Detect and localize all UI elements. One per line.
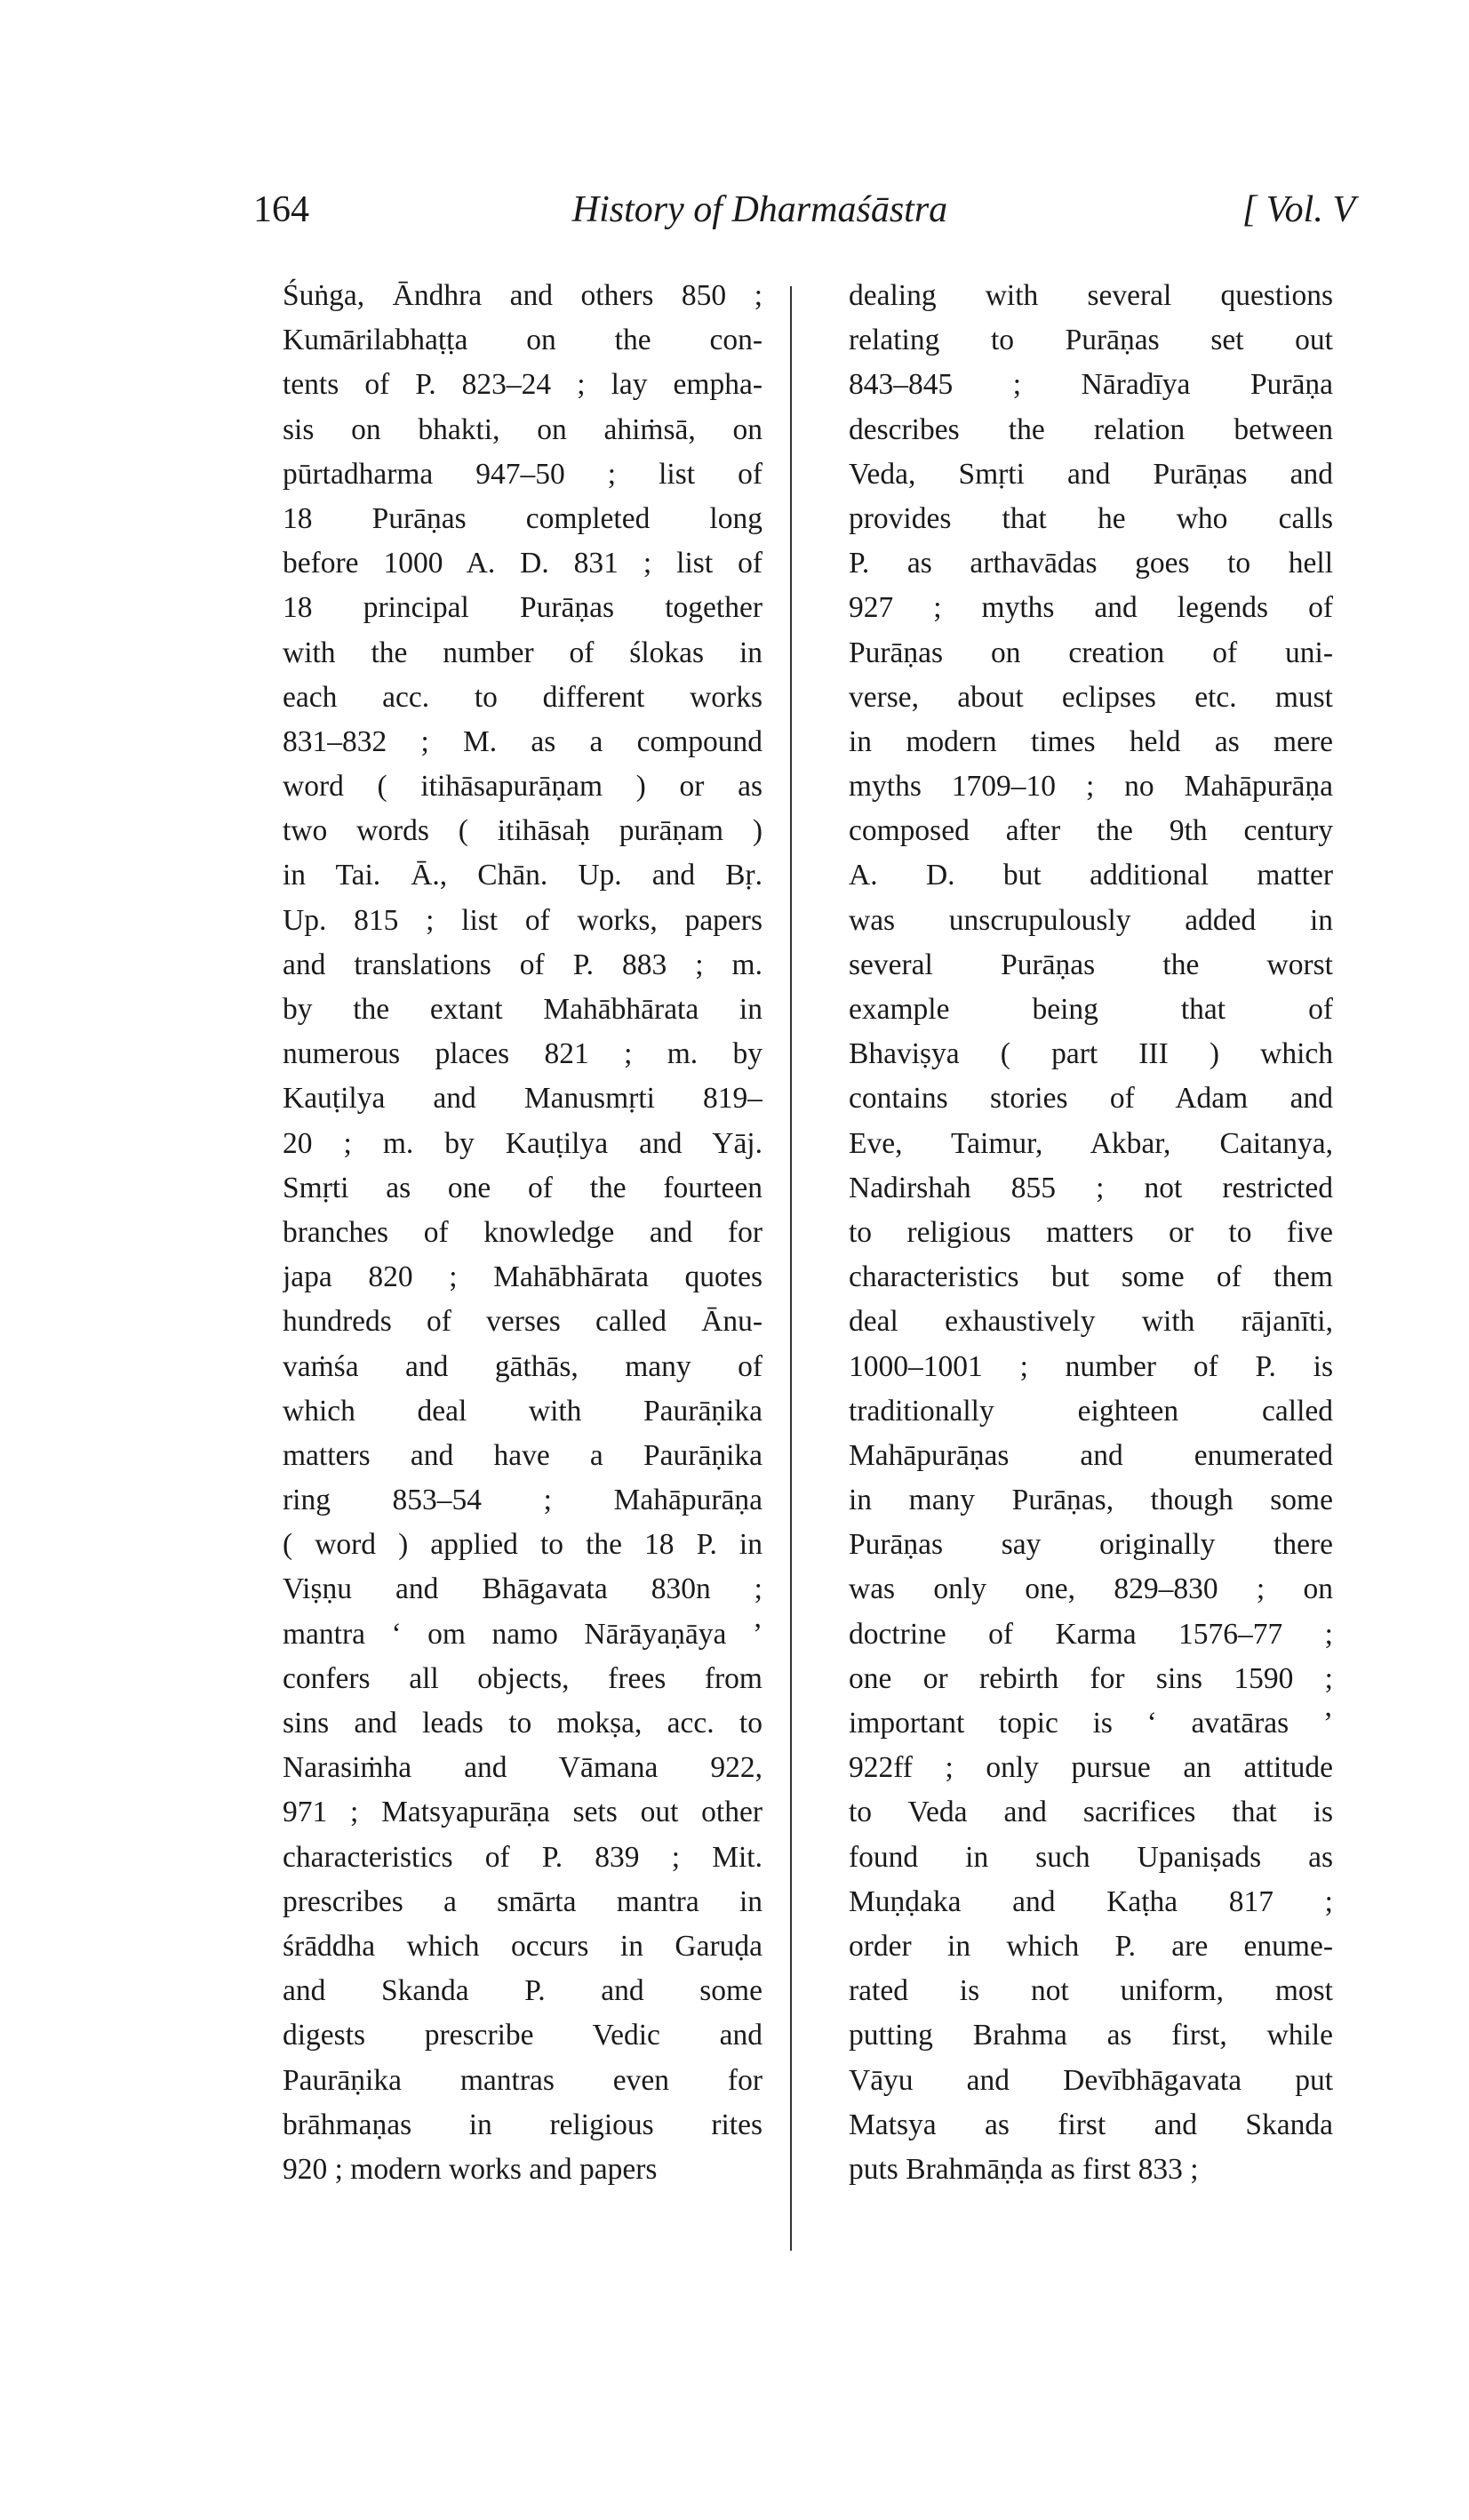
right-column-line: describes the relation between (849, 412, 1333, 446)
right-column-line: P. as arthavādas goes to hell (849, 547, 1333, 580)
left-column-line: which deal with Paurāṇika (283, 1394, 762, 1428)
right-column-line: to religious matters or to five (849, 1215, 1333, 1249)
left-column-line: by the extant Mahābhārata in (283, 993, 762, 1026)
left-column-line: word ( itihāsapurāṇam ) or as (283, 770, 762, 804)
left-column-line: vaṁśa and gāthās, many of (283, 1349, 762, 1383)
left-column-line: 831–832 ; M. as a compound (283, 724, 762, 758)
left-text-column (283, 274, 762, 2192)
right-column-line: composed after the 9th century (849, 814, 1333, 848)
right-text-column (849, 274, 1333, 2192)
right-column-line: to Veda and sacrifices that is (849, 1796, 1333, 1829)
right-column-line: several Purāṇas the worst (849, 948, 1333, 981)
left-column-line: 20 ; m. by Kauṭilya and Yāj. (283, 1126, 762, 1160)
right-column-line: puts Brahmāṇḍa as first 833 ; (849, 2152, 1199, 2186)
left-column-line: in Tai. Ā., Chān. Up. and Bṛ. (283, 859, 762, 892)
left-column-line: matters and have a Paurāṇika (283, 1438, 762, 1472)
left-column-line: pūrtadharma 947–50 ; list of (283, 457, 762, 491)
right-column-line: important topic is ‘ avatāras ’ (849, 1707, 1333, 1740)
right-column-line: one or rebirth for sins 1590 ; (849, 1661, 1333, 1695)
left-column-line: 920 ; modern works and papers (283, 2152, 658, 2186)
left-column-line: Up. 815 ; list of works, papers (283, 903, 762, 937)
left-column-line: before 1000 A. D. 831 ; list of (283, 547, 762, 580)
right-column-line: Purāṇas on creation of uni- (849, 636, 1333, 669)
right-column-line: dealing with several questions (849, 279, 1333, 312)
left-column-line: sins and leads to mokṣa, acc. to (283, 1707, 762, 1740)
right-column-line: myths 1709–10 ; no Mahāpurāṇa (849, 770, 1333, 804)
left-column-line: śrāddha which occurs in Garuḍa (283, 1929, 762, 1963)
left-column-line: confers all objects, frees from (283, 1661, 762, 1695)
right-column-line: verse, about eclipses etc. must (849, 680, 1333, 714)
left-column-line: characteristics of P. 839 ; Mit. (283, 1840, 762, 1874)
right-column-line: order in which P. are enume- (849, 1929, 1333, 1963)
right-column-line: Eve, Taimur, Akbar, Caitanya, (849, 1126, 1333, 1160)
left-column-line: Kumārilabhaṭṭa on the con- (283, 324, 762, 357)
right-column-line: contains stories of Adam and (849, 1082, 1333, 1116)
left-column-line: Paurāṇika mantras even for (283, 2063, 762, 2097)
left-column-line: Kauṭilya and Manusmṛti 819– (283, 1082, 762, 1116)
left-column-line: sis on bhakti, on ahiṁsā, on (283, 412, 762, 446)
left-column-line: Viṣṇu and Bhāgavata 830n ; (283, 1572, 762, 1606)
page-header (253, 188, 1355, 242)
right-column-line: Veda, Smṛti and Purāṇas and (849, 457, 1333, 491)
left-column-line: 971 ; Matsyapurāṇa sets out other (283, 1796, 762, 1829)
right-column-line: in many Purāṇas, though some (849, 1484, 1333, 1517)
left-column-line: Śuṅga, Āndhra and others 850 ; (283, 279, 762, 312)
right-column-line: was unscrupulously added in (849, 903, 1333, 937)
right-column-line: characteristics but some of them (849, 1260, 1333, 1294)
page-number: 164 (253, 189, 309, 230)
left-column-line: ( word ) applied to the 18 P. in (283, 1528, 762, 1562)
right-column-line: Purāṇas say originally there (849, 1528, 1333, 1562)
left-column-line: brāhmaṇas in religious rites (283, 2108, 762, 2141)
right-column-line: Matsya as first and Skanda (849, 2108, 1333, 2141)
right-column-line: 843–845 ; Nāradīya Purāṇa (849, 368, 1333, 402)
left-column-line: 18 principal Purāṇas together (283, 591, 762, 625)
column-divider (790, 286, 792, 2251)
right-column-line: Bhaviṣya ( part III ) which (849, 1037, 1333, 1071)
right-column-line: 1000–1001 ; number of P. is (849, 1349, 1333, 1383)
left-column-line: mantra ‘ om namo Nārāyaṇāya ’ (283, 1617, 762, 1651)
left-column-line: ring 853–54 ; Mahāpurāṇa (283, 1484, 762, 1517)
running-title: History of Dharmaśāstra (571, 189, 948, 230)
left-column-line: each acc. to different works (283, 680, 762, 714)
left-column-line: with the number of ślokas in (283, 636, 762, 669)
right-column-line: traditionally eighteen called (849, 1394, 1333, 1428)
left-column-line: digests prescribe Vedic and (283, 2019, 762, 2052)
right-column-line: putting Brahma as first, while (849, 2019, 1333, 2052)
right-column-line: 922ff ; only pursue an attitude (849, 1751, 1333, 1785)
right-column-line: Nadirshah 855 ; not restricted (849, 1171, 1333, 1204)
right-column-line: deal exhaustively with rājanīti, (849, 1305, 1333, 1339)
left-column-line: tents of P. 823–24 ; lay empha- (283, 368, 762, 402)
left-column-line: and Skanda P. and some (283, 1974, 762, 2008)
right-column-line: found in such Upaniṣads as (849, 1840, 1333, 1874)
left-column-line: two words ( itihāsaḥ purāṇam ) (283, 814, 762, 848)
right-column-line: provides that he who calls (849, 501, 1333, 535)
left-column-line: branches of knowledge and for (283, 1215, 762, 1249)
right-column-line: relating to Purāṇas set out (849, 324, 1333, 357)
right-column-line: Vāyu and Devībhāgavata put (849, 2063, 1333, 2097)
left-column-line: hundreds of verses called Ānu- (283, 1305, 762, 1339)
left-column-line: Smṛti as one of the fourteen (283, 1171, 762, 1204)
right-column-line: was only one, 829–830 ; on (849, 1572, 1333, 1606)
left-column-line: prescribes a smārta mantra in (283, 1884, 762, 1918)
right-column-line: Muṇḍaka and Kaṭha 817 ; (849, 1884, 1333, 1918)
left-column-line: numerous places 821 ; m. by (283, 1037, 762, 1071)
right-column-line: 927 ; myths and legends of (849, 591, 1333, 625)
right-column-line: rated is not uniform, most (849, 1974, 1333, 2008)
left-column-line: Narasiṁha and Vāmana 922, (283, 1751, 762, 1785)
right-column-line: doctrine of Karma 1576–77 ; (849, 1617, 1333, 1651)
left-column-line: 18 Purāṇas completed long (283, 501, 762, 535)
right-column-line: A. D. but additional matter (849, 859, 1333, 892)
left-column-line: and translations of P. 883 ; m. (283, 948, 762, 981)
volume-label: [ Vol. V (1241, 189, 1355, 230)
right-column-line: in modern times held as mere (849, 724, 1333, 758)
left-column-line: japa 820 ; Mahābhārata quotes (283, 1260, 762, 1294)
right-column-line: example being that of (849, 993, 1333, 1026)
right-column-line: Mahāpurāṇas and enumerated (849, 1438, 1333, 1472)
